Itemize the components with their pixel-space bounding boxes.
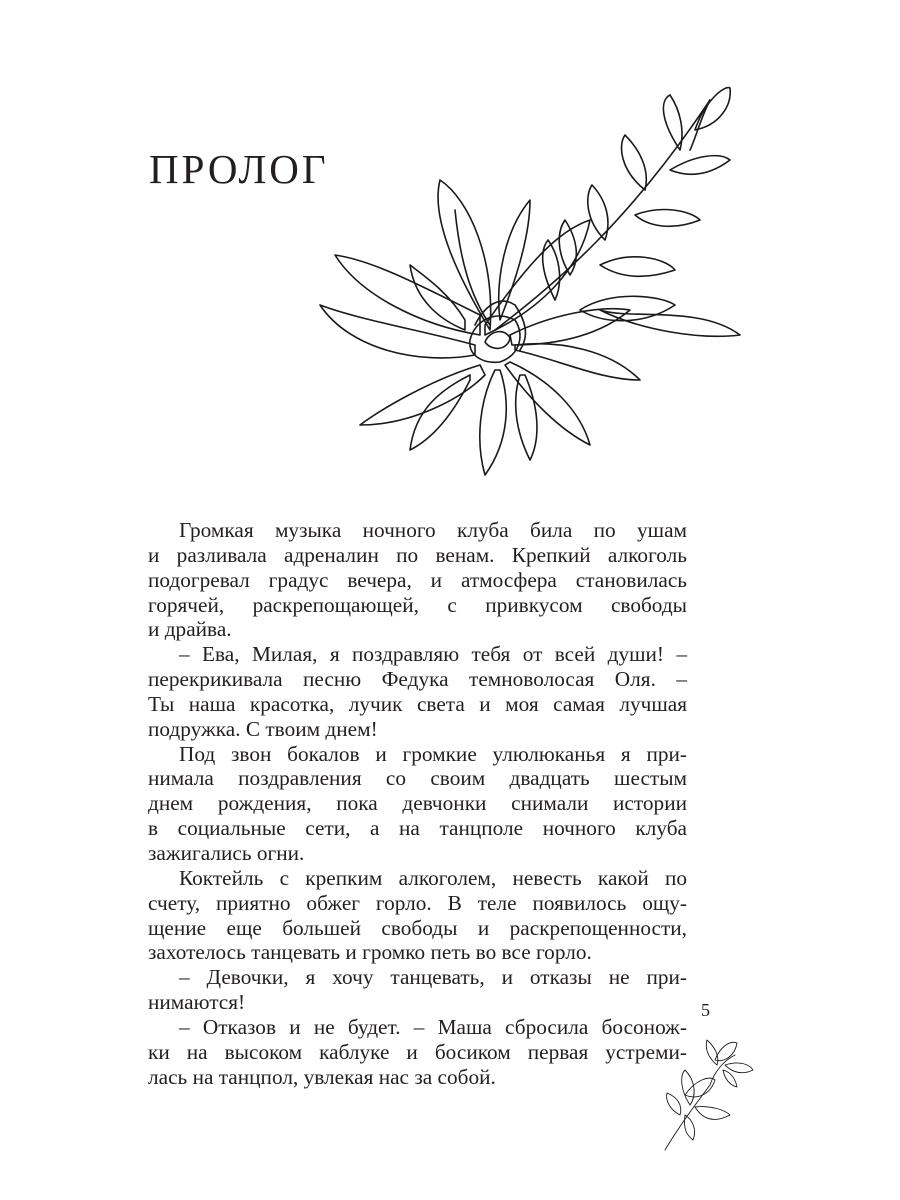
text-line: нимаются! <box>148 990 246 1015</box>
text-line: перекрикивала песню Федука темноволосая Оля. – <box>148 667 687 692</box>
text-line: захотелось танцевать и громко петь во все горло. <box>148 940 592 965</box>
text-line: Под звон бокалов и громкие улюлюканья я при- <box>179 741 687 766</box>
text-line: щение еще большей свободы и раскрепощенности, <box>148 915 687 940</box>
text-line: и драйва. <box>148 617 232 642</box>
text-line: и разливала адреналин по венам. Крепкий алкоголь <box>148 542 687 567</box>
text-line: ки на высоком каблуке и босиком первая устреми- <box>148 1039 687 1064</box>
page-number: 5 <box>701 1000 710 1020</box>
text-line: подогревал градус вечера, и атмосфера становилась <box>148 567 687 592</box>
text-line: счету, приятно обжег горло. В теле появилось ощу- <box>148 890 687 915</box>
text-line: в социальные сети, а на танцполе ночного клуба <box>148 816 687 841</box>
text-line: Ты наша красотка, лучик света и моя самая лучшая <box>148 691 687 716</box>
text-line: Коктейль с крепким алкоголем, невесть какой по <box>179 865 687 890</box>
prologue-body-text <box>148 518 687 1089</box>
text-line: – Отказов и не будет. – Маша сбросила босонож- <box>179 1014 687 1039</box>
text-line: зажигались огни. <box>148 840 305 865</box>
chapter-title: ПРОЛОГ <box>149 146 329 193</box>
text-line: – Девочки, я хочу танцевать, и отказы не при- <box>179 965 687 990</box>
flower-branch-illustration <box>300 80 760 490</box>
text-line: горячей, раскрепощающей, с привкусом свободы <box>148 592 687 617</box>
text-line: Громкая музыка ночного клуба била по ушам <box>179 518 687 542</box>
text-line: лась на танцпол, увлекая нас за собой. <box>148 1064 496 1089</box>
text-line: нимала поздравления со своим двадцать шестым <box>148 766 687 791</box>
text-line: – Ева, Милая, я поздравляю тебя от всей души! – <box>179 642 687 667</box>
text-line: днем рождения, пока девчонки снимали истории <box>148 791 687 816</box>
text-line: подружка. С твоим днем! <box>148 716 378 741</box>
small-flower-illustration <box>655 1035 755 1155</box>
